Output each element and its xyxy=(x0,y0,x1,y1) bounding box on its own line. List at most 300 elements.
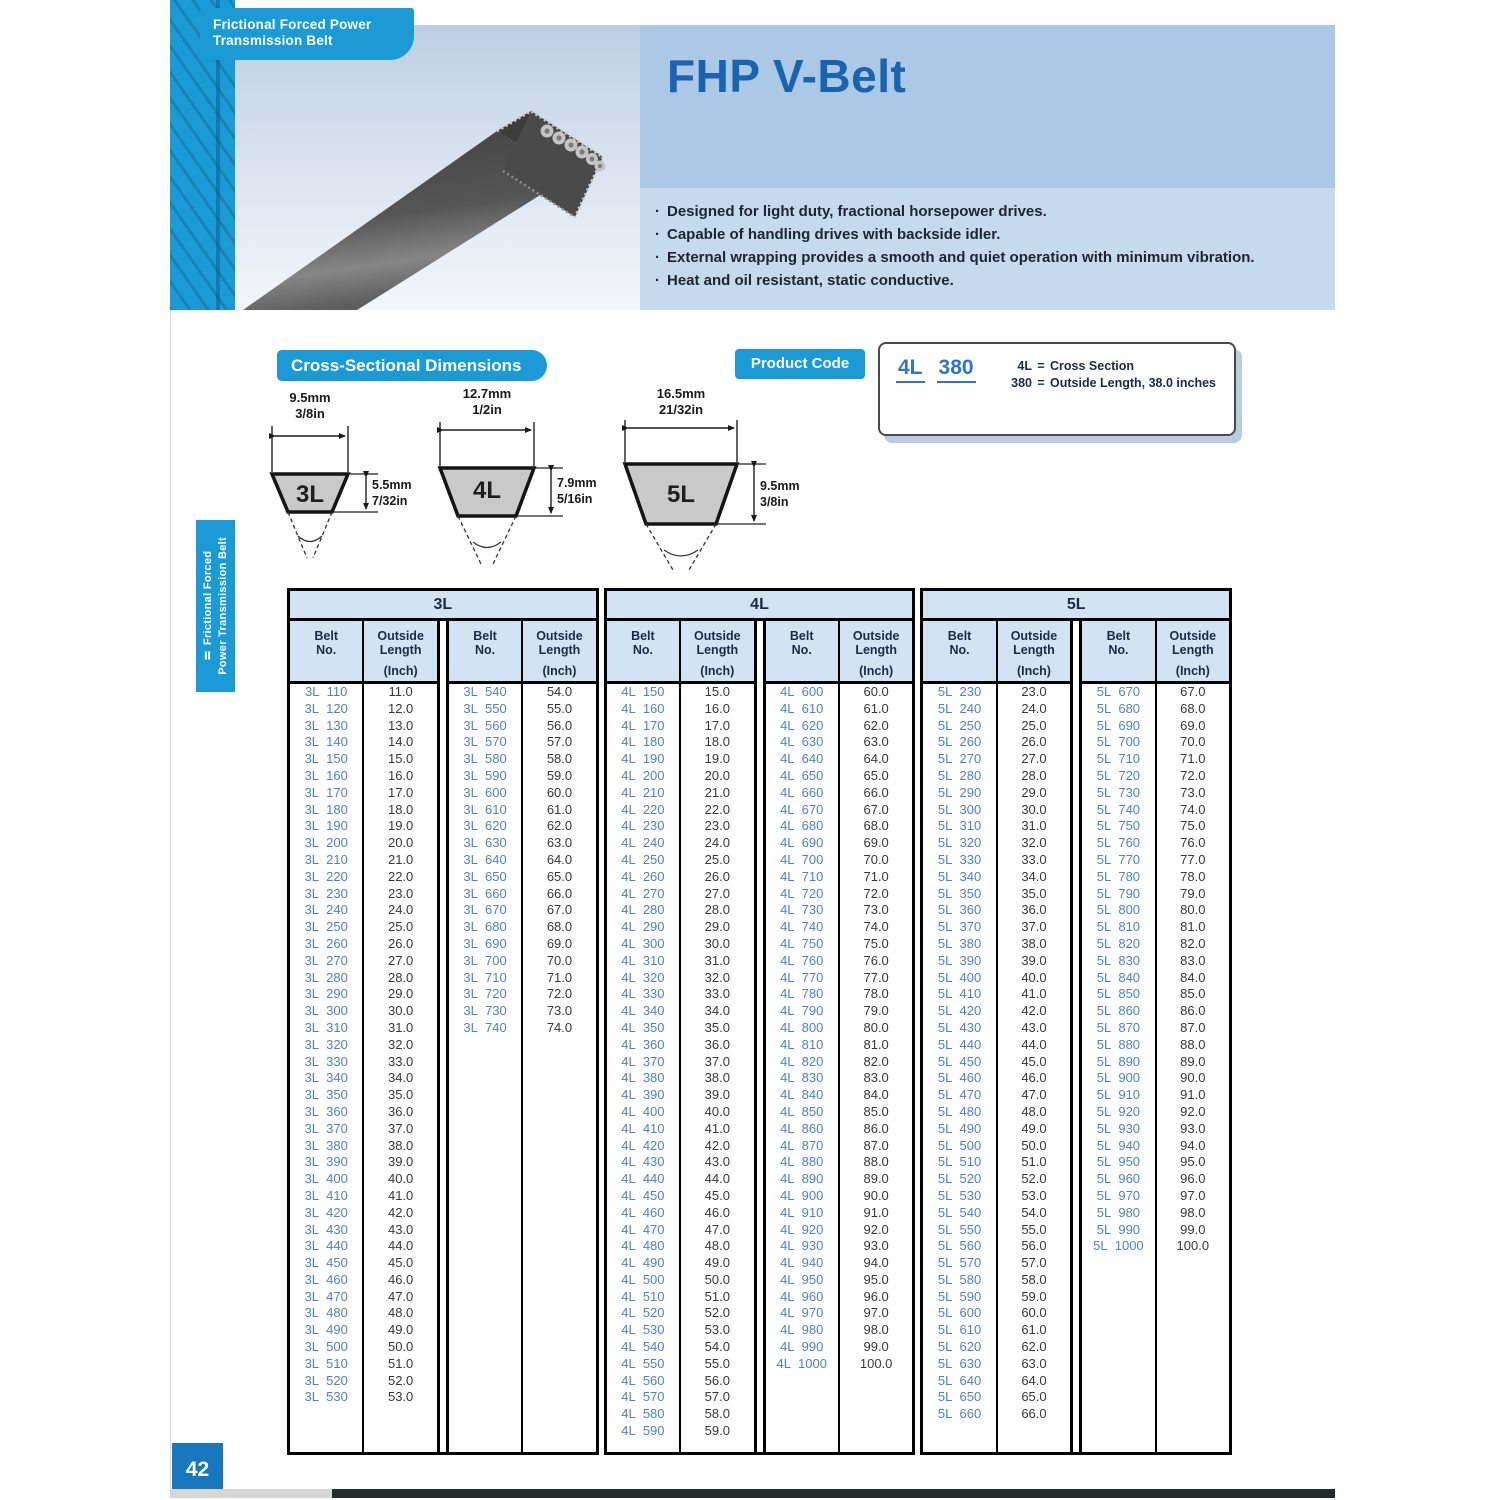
belt-no-cell: 5L 320 xyxy=(937,835,982,851)
col-header-unit: (Inch) xyxy=(383,664,418,678)
outside-length-cell: 25.0 xyxy=(387,919,414,935)
belt-no-cell: 4L 510 xyxy=(621,1288,665,1304)
belt-no-column xyxy=(449,684,523,1452)
belt-no-cell: 3L 370 xyxy=(304,1120,348,1136)
belt-no-cell: 5L 370 xyxy=(937,919,982,935)
belt-no-cell: 4L 940 xyxy=(780,1255,824,1271)
height-label-mm: 9.5mm xyxy=(760,479,800,493)
outside-length-cell: 98.0 xyxy=(1180,1204,1206,1220)
belt-no-cell: 5L 310 xyxy=(937,818,982,834)
belt-no-cell: 5L 230 xyxy=(937,684,982,699)
outside-length-cell: 25.0 xyxy=(704,851,730,867)
belt-no-cell: 5L 340 xyxy=(937,868,982,884)
belt-no-cell: 4L 680 xyxy=(780,818,824,834)
outside-length-cell: 39.0 xyxy=(1021,952,1047,968)
belt-no-cell: 3L 320 xyxy=(304,1036,348,1052)
belt-no-cell: 3L 440 xyxy=(304,1238,348,1254)
outside-length-cell: 57.0 xyxy=(704,1389,730,1405)
outside-length-cell: 73.0 xyxy=(1180,784,1206,800)
sidebar-label-line2: Power Transmission Belt xyxy=(216,537,229,675)
outside-length-cell: 93.0 xyxy=(1180,1120,1206,1136)
belt-no-cell: 4L 240 xyxy=(621,835,665,851)
outside-length-cell: 53.0 xyxy=(1021,1187,1047,1203)
feature-item xyxy=(655,223,1325,246)
col-header-text: Belt xyxy=(789,629,814,643)
belt-no-cell: 5L 910 xyxy=(1096,1087,1141,1103)
belt-no-cell: 5L 780 xyxy=(1096,868,1141,884)
belt-no-cell: 4L 980 xyxy=(780,1322,824,1338)
outside-length-cell: 30.0 xyxy=(704,935,730,951)
group-header: 4L xyxy=(607,591,913,621)
outside-length-cell: 70.0 xyxy=(1180,734,1206,750)
belt-no-cell: 3L 300 xyxy=(304,1003,348,1019)
outside-length-cell: 84.0 xyxy=(863,1087,889,1103)
length-column xyxy=(681,684,753,1452)
belt-no-cell: 4L 580 xyxy=(621,1406,665,1422)
belt-no-cell: 3L 290 xyxy=(304,986,348,1002)
outside-length-cell: 70.0 xyxy=(863,851,889,867)
belt-no-cell: 5L 980 xyxy=(1096,1204,1141,1220)
outside-length-cell: 95.0 xyxy=(863,1271,889,1287)
belt-no-cell: 4L 860 xyxy=(780,1120,824,1136)
belt-no-column xyxy=(290,684,364,1452)
outside-length-cell: 58.0 xyxy=(546,751,573,767)
belt-no-cell: 4L 820 xyxy=(780,1053,824,1069)
outside-length-cell: 15.0 xyxy=(387,751,414,767)
feature-text: Capable of handling drives with backside idler. xyxy=(667,226,1001,243)
outside-length-cell: 47.0 xyxy=(1021,1087,1047,1103)
belt-no-cell: 4L 750 xyxy=(780,935,824,951)
outside-length-cell: 67.0 xyxy=(1180,684,1206,699)
belt-no-cell: 4L 840 xyxy=(780,1087,824,1103)
belt-no-cell: 4L 760 xyxy=(780,952,824,968)
belt-no-cell: 5L 240 xyxy=(937,700,982,716)
belt-no-cell: 4L 230 xyxy=(621,818,665,834)
belt-no-cell: 4L 730 xyxy=(780,902,824,918)
col-header-unit: (Inch) xyxy=(700,664,735,678)
cross-section-diagrams xyxy=(258,384,803,586)
column-pair xyxy=(766,621,913,1452)
outside-length-cell: 23.0 xyxy=(704,818,730,834)
column-rows xyxy=(449,684,596,1452)
page-number-badge: 42 xyxy=(172,1443,223,1496)
outside-length-cell: 45.0 xyxy=(1021,1053,1047,1069)
belt-no-cell: 3L 280 xyxy=(304,969,348,985)
outside-length-cell: 78.0 xyxy=(863,986,889,1002)
belt-no-cell: 4L 420 xyxy=(621,1137,665,1153)
feature-item xyxy=(655,246,1325,269)
belt-no-cell: 4L 200 xyxy=(621,767,665,783)
belt-no-cell: 4L 870 xyxy=(780,1137,824,1153)
col-header-text: No. xyxy=(316,643,337,657)
outside-length-cell: 33.0 xyxy=(1021,851,1047,867)
table-group-4l xyxy=(604,588,916,1455)
belt-no-cell: 3L 310 xyxy=(304,1019,348,1035)
outside-length-cell: 27.0 xyxy=(1021,751,1047,767)
col-header-outside-length xyxy=(840,621,912,681)
belt-no-cell: 5L 590 xyxy=(937,1288,982,1304)
belt-no-cell: 3L 170 xyxy=(304,784,348,800)
width-label-in: 21/32in xyxy=(658,402,704,417)
outside-length-cell: 31.0 xyxy=(704,952,730,968)
col-header-unit: (Inch) xyxy=(859,664,894,678)
belt-no-cell: 5L 750 xyxy=(1096,818,1141,834)
outside-length-cell: 53.0 xyxy=(704,1322,730,1338)
outside-length-cell: 33.0 xyxy=(704,986,730,1002)
belt-no-cell: 5L 920 xyxy=(1096,1103,1141,1119)
outside-length-cell: 62.0 xyxy=(1021,1339,1047,1355)
belt-no-cell: 5L 480 xyxy=(937,1103,982,1119)
outside-length-cell: 89.0 xyxy=(863,1171,889,1187)
belt-no-cell: 4L 150 xyxy=(621,684,665,699)
col-header-text: No. xyxy=(1108,643,1129,657)
belt-no-cell: 3L 690 xyxy=(463,935,507,951)
col-header-text: Length xyxy=(855,643,897,657)
belt-no-cell: 4L 890 xyxy=(780,1171,824,1187)
outside-length-cell: 82.0 xyxy=(1180,935,1206,951)
belt-no-cell: 3L 710 xyxy=(463,969,507,985)
legend-key: 4L xyxy=(1017,359,1032,373)
column-headers xyxy=(766,621,913,684)
outside-length-cell: 86.0 xyxy=(863,1120,889,1136)
footer-bar-light xyxy=(170,1489,332,1498)
belt-no-cell: 5L 890 xyxy=(1096,1053,1141,1069)
outside-length-cell: 32.0 xyxy=(1021,835,1047,851)
outside-length-cell: 96.0 xyxy=(1180,1171,1206,1187)
col-header-text: Outside xyxy=(377,629,424,643)
col-header-outside-length xyxy=(998,621,1070,681)
outside-length-cell: 74.0 xyxy=(546,1019,573,1035)
width-label-in: 1/2in xyxy=(472,402,502,417)
cross-section-diagram-4l xyxy=(423,384,601,586)
belt-no-cell: 5L 680 xyxy=(1096,700,1141,716)
legend-value: Outside Length, 38.0 inches xyxy=(1050,376,1217,390)
col-header-belt-no xyxy=(290,621,364,681)
outside-length-cell: 80.0 xyxy=(1180,902,1206,918)
outside-length-cell: 29.0 xyxy=(704,919,730,935)
outside-length-cell: 35.0 xyxy=(387,1087,414,1103)
belt-no-cell: 3L 450 xyxy=(304,1255,348,1271)
outside-length-cell: 14.0 xyxy=(387,734,414,750)
belt-no-cell: 4L 430 xyxy=(621,1154,665,1170)
outside-length-cell: 65.0 xyxy=(1021,1389,1047,1405)
outside-length-cell: 24.0 xyxy=(387,902,414,918)
belt-no-cell: 3L 590 xyxy=(463,767,507,783)
length-column xyxy=(1157,684,1229,1452)
belt-no-cell: 5L 690 xyxy=(1096,717,1141,733)
outside-length-cell: 46.0 xyxy=(387,1271,414,1287)
belt-no-cell: 3L 190 xyxy=(304,818,348,834)
length-column xyxy=(998,684,1070,1452)
belt-no-cell: 4L 780 xyxy=(780,986,824,1002)
outside-length-cell: 25.0 xyxy=(1021,717,1047,733)
belt-no-cell: 4L 310 xyxy=(621,952,665,968)
belt-no-cell: 3L 150 xyxy=(304,751,348,767)
outside-length-cell: 60.0 xyxy=(546,784,573,800)
outside-length-cell: 91.0 xyxy=(863,1204,889,1220)
outside-length-cell: 88.0 xyxy=(1180,1036,1206,1052)
outside-length-cell: 73.0 xyxy=(546,1003,573,1019)
belt-no-cell: 4L 210 xyxy=(621,784,665,800)
legend-value: Cross Section xyxy=(1050,359,1135,373)
bullet-icon: · xyxy=(655,226,660,243)
section-header-tab xyxy=(200,8,414,60)
outside-length-cell: 48.0 xyxy=(1021,1103,1047,1119)
outside-length-cell: 38.0 xyxy=(387,1137,414,1153)
belt-no-cell: 4L 260 xyxy=(621,868,665,884)
section-header-line2: Transmission Belt xyxy=(213,33,333,48)
belt-no-cell: 4L 830 xyxy=(780,1070,824,1086)
outside-length-cell: 28.0 xyxy=(704,902,730,918)
sidebar-section-label xyxy=(201,537,231,675)
belt-no-cell: 4L 610 xyxy=(780,700,824,716)
outside-length-cell: 20.0 xyxy=(387,835,414,851)
outside-length-cell: 29.0 xyxy=(387,986,414,1002)
outside-length-cell: 29.0 xyxy=(1021,784,1047,800)
col-header-outside-length xyxy=(523,621,595,681)
belt-no-cell: 5L 810 xyxy=(1096,919,1141,935)
outside-length-cell: 49.0 xyxy=(704,1255,730,1271)
belt-no-cell: 4L 370 xyxy=(621,1053,665,1069)
belt-no-cell: 3L 500 xyxy=(304,1339,348,1355)
outside-length-cell: 61.0 xyxy=(1021,1322,1047,1338)
outside-length-cell: 90.0 xyxy=(863,1187,889,1203)
outside-length-cell: 37.0 xyxy=(1021,919,1047,935)
outside-length-cell: 97.0 xyxy=(863,1305,889,1321)
sidebar-label-line1: Ⅱ Frictional Forced xyxy=(201,550,214,662)
outside-length-cell: 79.0 xyxy=(863,1003,889,1019)
belt-no-cell: 4L 340 xyxy=(621,1003,665,1019)
outside-length-cell: 37.0 xyxy=(387,1120,414,1136)
belt-no-cell: 5L 410 xyxy=(937,986,982,1002)
belt-no-cell: 3L 490 xyxy=(304,1322,348,1338)
outside-length-cell: 34.0 xyxy=(387,1070,414,1086)
belt-no-cell: 4L 410 xyxy=(621,1120,665,1136)
outside-length-cell: 50.0 xyxy=(1021,1137,1047,1153)
column-headers xyxy=(290,621,437,684)
belt-no-cell: 3L 250 xyxy=(304,919,348,935)
belt-no-cell: 3L 110 xyxy=(305,684,348,699)
feature-text: Heat and oil resistant, static conductive. xyxy=(667,272,954,289)
belt-no-cell: 3L 660 xyxy=(463,885,507,901)
feature-item xyxy=(655,200,1325,223)
col-header-text: Outside xyxy=(536,629,583,643)
col-header-unit: (Inch) xyxy=(1016,664,1051,678)
belt-no-cell: 3L 680 xyxy=(463,919,507,935)
belt-no-cell: 5L 450 xyxy=(937,1053,982,1069)
belt-no-cell: 3L 550 xyxy=(463,700,507,716)
belt-no-cell: 3L 610 xyxy=(463,801,507,817)
belt-no-cell: 4L 530 xyxy=(621,1322,665,1338)
belt-no-cell: 5L 900 xyxy=(1096,1070,1141,1086)
belt-no-cell: 3L 650 xyxy=(463,868,507,884)
belt-no-cell: 3L 700 xyxy=(463,952,507,968)
outside-length-cell: 65.0 xyxy=(863,767,889,783)
belt-no-cell: 5L 530 xyxy=(937,1187,982,1203)
outside-length-cell: 83.0 xyxy=(863,1070,889,1086)
outside-length-cell: 59.0 xyxy=(1021,1288,1047,1304)
column-rows xyxy=(290,684,437,1452)
belt-no-cell: 3L 220 xyxy=(304,868,348,884)
belt-no-cell: 4L 180 xyxy=(621,734,665,750)
outside-length-cell: 64.0 xyxy=(546,851,573,867)
belt-no-cell: 4L 670 xyxy=(780,801,824,817)
belt-no-cell: 5L 300 xyxy=(937,801,982,817)
outside-length-cell: 62.0 xyxy=(546,818,573,834)
belt-no-column xyxy=(1082,684,1156,1452)
outside-length-cell: 58.0 xyxy=(1021,1271,1047,1287)
outside-length-cell: 63.0 xyxy=(1021,1355,1047,1371)
outside-length-cell: 34.0 xyxy=(1021,868,1047,884)
belt-no-cell: 5L 950 xyxy=(1096,1154,1141,1170)
outside-length-cell: 59.0 xyxy=(546,767,573,783)
outside-length-cell: 38.0 xyxy=(1021,935,1047,951)
belt-no-cell: 3L 480 xyxy=(304,1305,348,1321)
height-label-mm: 7.9mm xyxy=(557,476,597,490)
outside-length-cell: 61.0 xyxy=(863,700,889,716)
outside-length-cell: 60.0 xyxy=(1021,1305,1047,1321)
outside-length-cell: 26.0 xyxy=(387,935,414,951)
feature-item xyxy=(655,269,1325,292)
belt-size-table xyxy=(287,588,1232,1455)
belt-no-cell: 3L 380 xyxy=(304,1137,348,1153)
belt-no-cell: 4L 290 xyxy=(621,919,665,935)
belt-no-cell: 3L 460 xyxy=(304,1271,348,1287)
legend-equals: = xyxy=(1037,359,1045,373)
belt-no-cell: 4L 710 xyxy=(780,868,824,884)
belt-no-cell: 4L 630 xyxy=(780,734,824,750)
outside-length-cell: 87.0 xyxy=(1180,1019,1206,1035)
belt-no-cell: 3L 330 xyxy=(304,1053,348,1069)
col-header-text: No. xyxy=(949,643,970,657)
belt-no-cell: 3L 640 xyxy=(463,851,507,867)
outside-length-cell: 71.0 xyxy=(863,868,889,884)
col-header-text: Length xyxy=(538,643,581,657)
belt-no-cell: 3L 620 xyxy=(463,818,507,834)
group-body xyxy=(923,621,1229,1452)
outside-length-cell: 47.0 xyxy=(704,1221,730,1237)
column-pair xyxy=(1082,621,1229,1452)
outside-length-cell: 100.0 xyxy=(859,1355,893,1371)
belt-no-cell: 5L 550 xyxy=(937,1221,982,1237)
outside-length-cell: 17.0 xyxy=(387,784,414,800)
outside-length-cell: 36.0 xyxy=(1021,902,1047,918)
outside-length-cell: 56.0 xyxy=(1021,1238,1047,1254)
col-header-belt-no xyxy=(607,621,681,681)
outside-length-cell: 67.0 xyxy=(863,801,889,817)
col-header-belt-no xyxy=(449,621,523,681)
outside-length-cell: 68.0 xyxy=(1180,700,1206,716)
outside-length-cell: 84.0 xyxy=(1180,969,1206,985)
outside-length-cell: 35.0 xyxy=(1021,885,1047,901)
belt-no-cell: 5L 600 xyxy=(937,1305,982,1321)
outside-length-cell: 72.0 xyxy=(1180,767,1206,783)
belt-no-cell: 4L 460 xyxy=(621,1204,665,1220)
legend-equals: = xyxy=(1037,376,1045,390)
outside-length-cell: 72.0 xyxy=(863,885,889,901)
footer-bar-dark xyxy=(332,1489,1335,1498)
column-gutter xyxy=(1070,621,1082,1452)
cross-section-heading: Cross-Sectional Dimensions xyxy=(277,350,547,381)
belt-no-cell: 3L 530 xyxy=(304,1389,348,1405)
outside-length-cell: 53.0 xyxy=(387,1389,414,1405)
col-header-text: Length xyxy=(1171,643,1214,657)
belt-no-cell: 3L 160 xyxy=(304,767,348,783)
outside-length-cell: 43.0 xyxy=(1021,1019,1047,1035)
group-body xyxy=(607,621,913,1452)
outside-length-cell: 38.0 xyxy=(704,1070,730,1086)
outside-length-cell: 30.0 xyxy=(1021,801,1047,817)
outside-length-cell: 77.0 xyxy=(1180,851,1206,867)
outside-length-cell: 43.0 xyxy=(387,1221,414,1237)
outside-length-cell: 69.0 xyxy=(546,935,573,951)
outside-length-cell: 76.0 xyxy=(863,952,889,968)
outside-length-cell: 56.0 xyxy=(546,717,573,733)
belt-no-cell: 3L 510 xyxy=(304,1355,348,1371)
col-header-outside-length xyxy=(1157,621,1229,681)
length-column xyxy=(840,684,912,1452)
col-header-text: Outside xyxy=(852,629,900,643)
belt-no-cell: 4L 900 xyxy=(780,1187,824,1203)
belt-no-cell: 5L 330 xyxy=(937,851,982,867)
belt-no-cell: 5L 440 xyxy=(937,1036,982,1052)
belt-no-cell: 3L 410 xyxy=(304,1187,348,1203)
outside-length-cell: 80.0 xyxy=(863,1019,889,1035)
column-pair xyxy=(923,621,1070,1452)
product-code-heading: Product Code xyxy=(735,349,865,379)
belt-no-cell: 4L 620 xyxy=(780,717,824,733)
outside-length-cell: 79.0 xyxy=(1180,885,1206,901)
outside-length-cell: 26.0 xyxy=(704,868,730,884)
outside-length-cell: 49.0 xyxy=(1021,1120,1047,1136)
belt-no-cell: 5L 650 xyxy=(937,1389,982,1405)
outside-length-cell: 50.0 xyxy=(704,1271,730,1287)
outside-length-cell: 59.0 xyxy=(704,1423,730,1439)
col-header-text: Length xyxy=(696,643,739,657)
belt-no-cell: 4L 700 xyxy=(780,851,824,867)
belt-no-cell: 4L 640 xyxy=(780,751,824,767)
outside-length-cell: 49.0 xyxy=(387,1322,414,1338)
belt-no-cell: 4L 160 xyxy=(621,700,665,716)
outside-length-cell: 23.0 xyxy=(1021,684,1047,699)
outside-length-cell: 99.0 xyxy=(1180,1221,1206,1237)
belt-no-cell: 5L 640 xyxy=(937,1372,982,1388)
outside-length-cell: 31.0 xyxy=(387,1019,414,1035)
outside-length-cell: 87.0 xyxy=(863,1137,889,1153)
belt-no-cell: 4L 950 xyxy=(780,1271,824,1287)
belt-no-cell: 4L 440 xyxy=(621,1171,665,1187)
outside-length-cell: 98.0 xyxy=(863,1322,889,1338)
legend-row xyxy=(998,375,1216,392)
col-header-text: No. xyxy=(474,643,496,657)
outside-length-cell: 88.0 xyxy=(863,1154,889,1170)
belt-no-cell: 5L 850 xyxy=(1096,986,1141,1002)
outside-length-cell: 55.0 xyxy=(546,700,573,716)
outside-length-cell: 45.0 xyxy=(387,1255,414,1271)
belt-no-cell: 5L 360 xyxy=(937,902,982,918)
belt-no-cell: 4L 350 xyxy=(621,1019,665,1035)
belt-no-cell: 4L 270 xyxy=(621,885,665,901)
outside-length-cell: 17.0 xyxy=(704,717,730,733)
column-headers xyxy=(1082,621,1229,684)
col-header-text: Outside xyxy=(1010,629,1058,643)
belt-no-column xyxy=(923,684,997,1452)
outside-length-cell: 42.0 xyxy=(387,1204,414,1220)
belt-no-cell: 3L 720 xyxy=(463,986,507,1002)
outside-length-cell: 67.0 xyxy=(546,902,573,918)
belt-no-cell: 4L 550 xyxy=(621,1355,665,1371)
belt-no-cell: 5L 430 xyxy=(937,1019,982,1035)
